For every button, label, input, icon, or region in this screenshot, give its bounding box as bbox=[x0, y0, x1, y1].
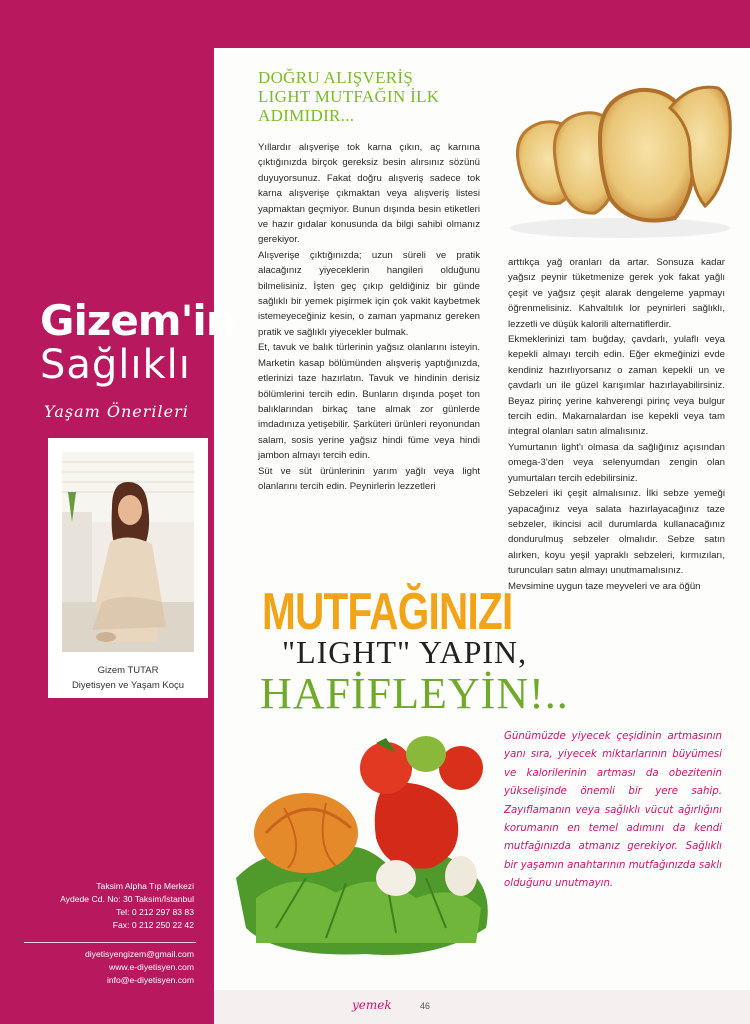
headline-line: LIGHT MUTFAĞIN İLK bbox=[258, 87, 440, 106]
headline-line: ADIMIDIR... bbox=[258, 106, 355, 125]
brand-subtitle: Sağlıklı bbox=[40, 342, 191, 388]
feature-title: MUTFAĞINIZI bbox=[262, 583, 513, 641]
fax-line: Fax: 0 212 250 22 42 bbox=[112, 920, 194, 930]
lead-paragraph: Günümüzde yiyecek çeşidinin artmasının yanı sıra, yiyecek miktarlarının büyümesi ve kalorilerinin artması da obezitenin yükselişinde önemli bir yere sahip. Zayıflamanın veya sağlıklı vücut ağırlığını korumanın en temel adımını da kendi mutfağınızda atmanız gerekiyor. Sağlıklı bir yaşamın anahtarının mutfağınızda saklı olduğunu unutmayın. bbox=[504, 731, 722, 890]
footer-strip bbox=[214, 990, 750, 1024]
bread-photo bbox=[500, 78, 732, 240]
author-role: Diyetisyen ve Yaşam Koçu bbox=[71, 680, 185, 691]
page-number: 46 bbox=[420, 1001, 431, 1011]
divider bbox=[24, 942, 196, 943]
email-link[interactable]: diyetisyengizem@gmail.com bbox=[84, 949, 194, 959]
paragraph: Et, tavuk ve balık türlerinin yağsız olanlarını isteyin. Marketin kasap bölümünden alışveriş yaptığınızda, etlerinizi taze hazırlatın. Tavuk ve hindinin derisiz bölümlerini tercih edin. Bunların dışında poşet ton balıklarından birkaç tane almak zor günlerde imdadınıza yetişebilir. Şarküteri ürünleri reyonundan salam, sosis yerine yağsız hindi füme veya hindi jambon almayı tercih edin. bbox=[258, 342, 480, 462]
paragraph: Ekmeklerinizi tam buğday, çavdarlı, yulaflı veya kepekli almayı tercih edin. Eğer ekmeğinizi evde kendiniz hazırlıyorsanız o zaman kepekli un ve çavdarlı un ile güzel karışımlar hazırlayabilirsiniz. Beyaz pirinç yerine kahverengi pirinç veya bulgur tercih edin. Makarnalardan ise kepekli veya tam integral olanları satın almalısınız. bbox=[508, 334, 725, 438]
author-name: Gizem TUTAR bbox=[97, 665, 159, 676]
address-block bbox=[24, 880, 194, 932]
paragraph: Yumurtanın light'ı olmasa da sağlığınız açısından omega-3'den veya selenyumdan zengin olan yumurtaları tercih edebilirsiniz. bbox=[508, 441, 725, 484]
contact-block bbox=[24, 948, 194, 987]
email-link[interactable]: info@e-diyetisyen.com bbox=[106, 975, 194, 985]
paragraph: Mevsimine uygun taze meyveleri ve ara öğün bbox=[508, 580, 701, 592]
website-link[interactable]: www.e-diyetisyen.com bbox=[108, 962, 194, 972]
paragraph: Sebzeleri iki çeşit almalısınız. İlki sebze yemeği yapacağınız veya salata hazırlayacağınız taze sebzeler, ikincisi acil durumlarda kullanacağınız dondurulmuş sebzeler olmalıdır. Sebze satın alırken, koyu yeşil yapraklı sebzeleri, kırmızıları, turuncuları satın almayı unutmamalısınız. bbox=[508, 488, 725, 577]
feature-title-line2: "LIGHT" YAPIN, bbox=[282, 634, 528, 670]
paragraph: Yıllardır alışverişe tok karna çıkın, aç karnına çıktığınızda birçok gereksiz besin alırsınız sözünü duyuyorsunuz. Fakat doğru alışveriş sadece tok karna alışverişe çıkmaktan veya alışveriş listesi yapmaktan geçmiyor. Bunun dışında besin etiketleri ve hazır gıdalar konusunda da bilgi sahibi olmanız gerekiyor. bbox=[258, 142, 480, 246]
address-line: Aydede Cd. No: 30 Taksim/İstanbul bbox=[60, 894, 194, 904]
article-headline bbox=[258, 68, 508, 125]
headline-line: DOĞRU ALIŞVERİŞ bbox=[258, 68, 414, 87]
vegetables-photo bbox=[236, 728, 494, 960]
address-line: Taksim Alpha Tıp Merkezi bbox=[96, 881, 194, 891]
feature-title-line3: HAFİFLEYİN!.. bbox=[260, 669, 569, 718]
magazine-logo: yemek bbox=[352, 998, 392, 1012]
paragraph: Alışverişe çıktığınızda; uzun süreli ve pratik alacağınız yiyeceklerin hangileri olduğunu bilmelisiniz. İşten geç çıkıp geldiğiniz bir günde sağlıklı bir yemek pişirmek için çok vakit kaybetmek istemeyeceğiniz kesin, o zaman yapmanız gereken pratik ve sağlıklı yiyecekler bulmak. bbox=[258, 249, 480, 338]
brand-title: Gizem'in bbox=[40, 296, 235, 345]
brand-tagline: Yaşam Önerileri bbox=[44, 402, 189, 421]
article-column-2 bbox=[508, 255, 725, 594]
phone-line: Tel: 0 212 297 83 83 bbox=[116, 907, 194, 917]
article-column-1 bbox=[258, 140, 480, 494]
paragraph: arttıkça yağ oranları da artar. Sonsuza kadar yağsız peynir tüketmenize gerek yok fakat yağlı çeşit ve yağsız çeşit alarak dengeleme yapmayı öğrenmelisiniz. Kahvaltılık lor peynirleri sağlıklı, lezzetli ve düşük kalorili alternatiflerdir. bbox=[508, 257, 725, 330]
paragraph: Süt ve süt ürünlerinin yarım yağlı veya light olanlarını tercih edin. Peynirlerin lezzetleri bbox=[258, 465, 480, 492]
portrait-photo bbox=[62, 452, 194, 652]
